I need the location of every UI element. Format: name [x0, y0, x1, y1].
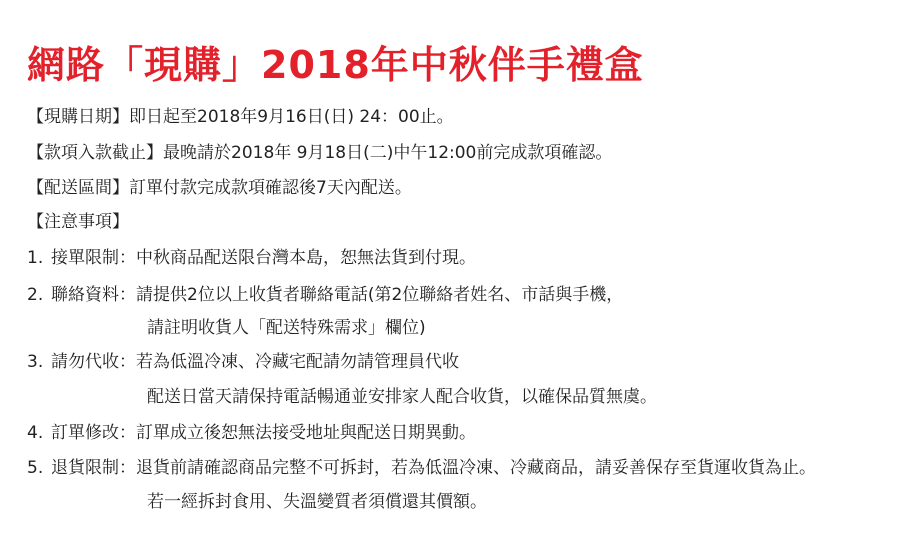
note-number: 4.: [27, 423, 44, 443]
note-number: 5.: [27, 458, 44, 478]
note-label: 訂單修改：: [51, 423, 136, 443]
delivery-period-row: [27, 176, 412, 200]
note-label: 退貨限制：: [51, 458, 136, 478]
note-text: 訂單成立後恕無法接受地址與配送日期異動。: [136, 423, 476, 443]
note-item-5: [27, 456, 816, 480]
note-text: 中秋商品配送限台灣本島，恕無法貨到付現。: [136, 248, 476, 268]
note-item-3: [27, 350, 459, 374]
payment-deadline-text: 最晚請於2018年 9月18日(二)中午12:00前完成款項確認。: [163, 143, 613, 163]
delivery-period-text: 訂單付款完成款項確認後7天內配送。: [129, 178, 412, 198]
purchase-date-label: 【現購日期】: [27, 107, 129, 127]
note-number: 2.: [27, 285, 44, 305]
note-text-continued: 若一經拆封食用、失溫變質者須償還其價額。: [147, 492, 487, 512]
note-label: 聯絡資料：: [51, 285, 136, 305]
note-text-continued: 配送日當天請保持電話暢通並安排家人配合收貨，以確保品質無虞。: [147, 387, 657, 407]
note-item-1: [27, 246, 476, 270]
note-text: 請提供2位以上收貨者聯絡電話(第2位聯絡者姓名、市話與手機，: [136, 285, 624, 305]
note-item-4: [27, 421, 476, 445]
note-item-2: [27, 283, 623, 307]
note-label: 接單限制：: [51, 248, 136, 268]
note-number: 1.: [27, 248, 44, 268]
note-text: 若為低溫冷凍、冷藏宅配請勿請管理員代收: [136, 352, 459, 372]
note-number: 3.: [27, 352, 44, 372]
note-text-continued: 請註明收貨人「配送特殊需求」欄位): [147, 318, 426, 338]
purchase-date-text: 即日起至2018年9月16日(日) 24：00止。: [129, 107, 454, 127]
purchase-date-row: [27, 105, 454, 129]
page-title: 網路「現購」2018年中秋伴手禮盒: [27, 43, 644, 87]
notes-heading: 【注意事項】: [27, 212, 129, 232]
payment-deadline-row: [27, 141, 612, 165]
note-label: 請勿代收：: [51, 352, 136, 372]
note-text: 退貨前請確認商品完整不可拆封，若為低溫冷凍、冷藏商品，請妥善保存至貨運收貨為止。: [136, 458, 816, 478]
delivery-period-label: 【配送區間】: [27, 178, 129, 198]
payment-deadline-label: 【款項入款截止】: [27, 143, 163, 163]
